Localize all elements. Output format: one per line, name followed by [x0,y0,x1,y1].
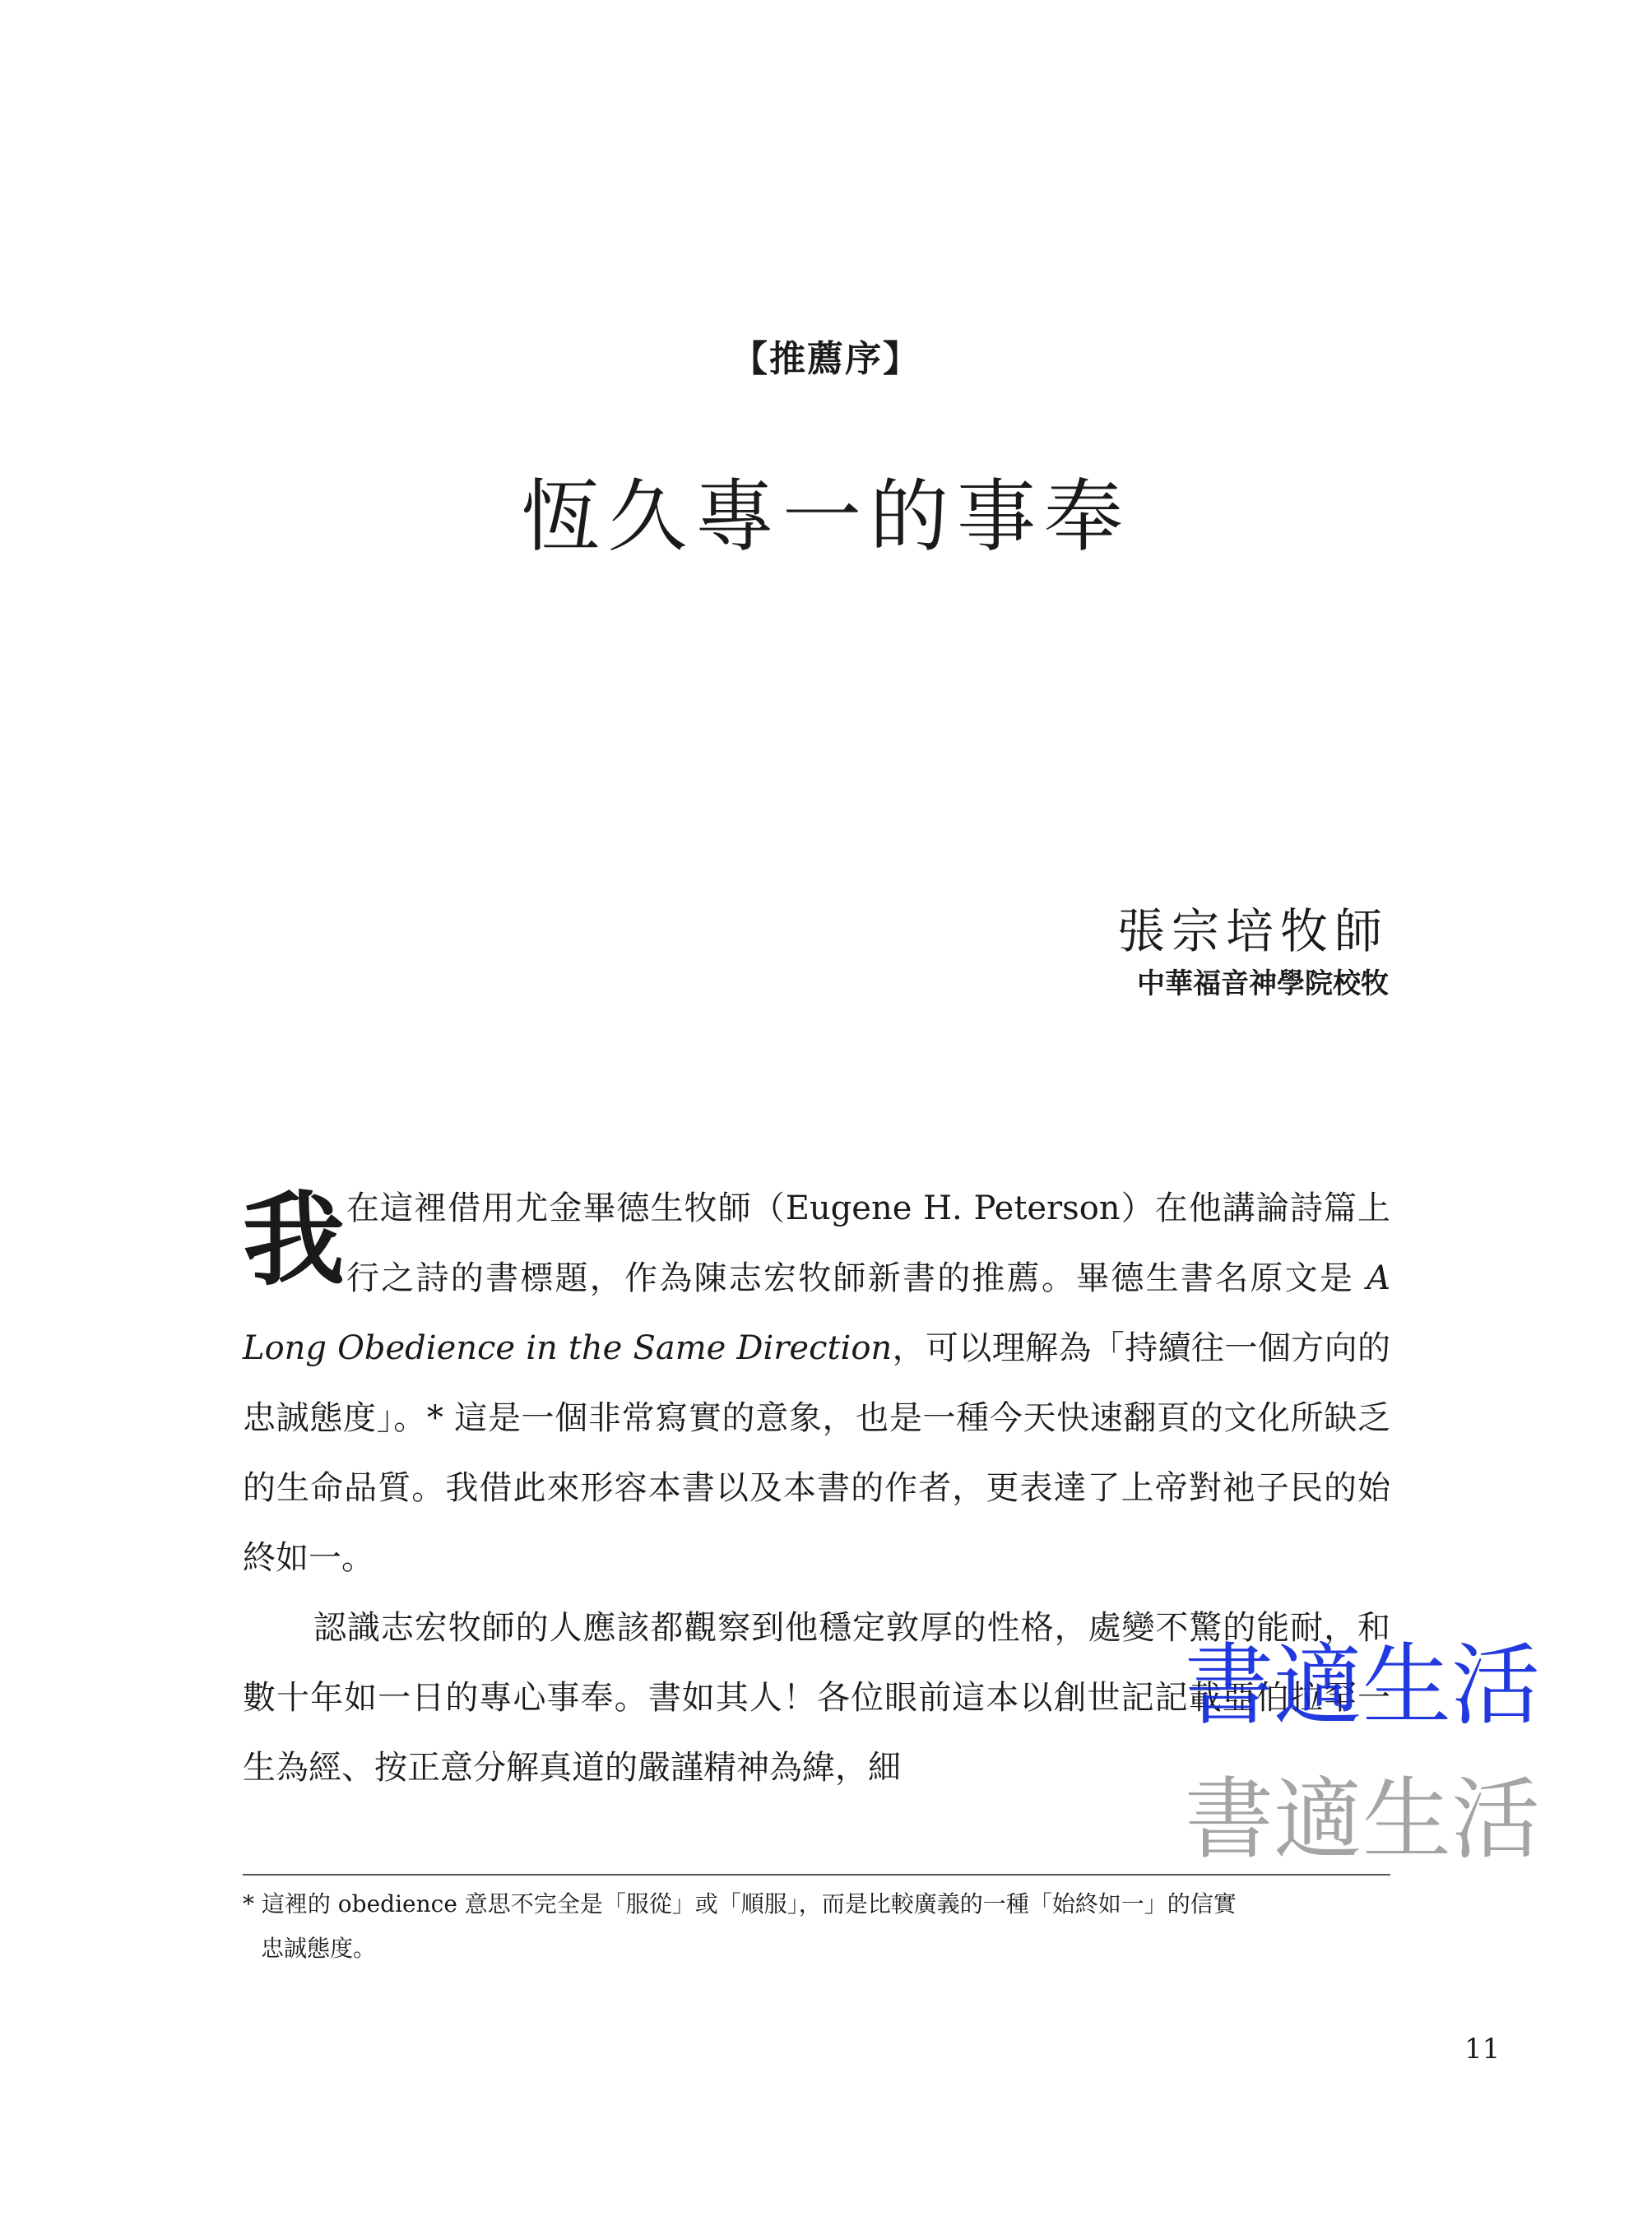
footnote-divider [243,1874,1390,1876]
footnote-line-2: 忠誠態度。 [261,1935,377,1962]
author-affiliation: 中華福音神學院校牧 [1137,967,1389,1000]
paragraph-2: 認識志宏牧師的人應該都觀察到他穩定敦厚的性格，處變不驚的能耐，和數十年如一日的專心事奉。書如其人！各位眼前這本以創世記記載亞伯拉罕一生為經、按正意分解真道的嚴謹精神為緯，細 [243,1609,1390,1787]
book-title-italic: A Long Obedience in the Same Direction [243,1259,1390,1367]
paragraph-1 [243,1174,1390,1593]
page-number: 11 [1464,2033,1501,2066]
footnote [243,1882,1390,1971]
page-title: 恆久專一的事奉 [521,471,1131,563]
watermark-gray: 書適生活 [1185,1769,1541,1871]
paragraph-1-text-a: 在這裡借用尤金畢德生牧師（Eugene H. Peterson）在他講論詩篇上行之詩的書標題，作為陳志宏牧師新書的推薦。畢德生書名原文是 [346,1189,1390,1297]
section-label: 【推薦序】 [731,338,921,380]
drop-cap: 我 [243,1180,346,1300]
author-name: 張宗培牧師 [1116,903,1389,959]
paragraph-1-text-b: ，可以理解為「持續往一個方向的忠誠態度」。* 這是一個非常寫實的意象，也是一種今天快速翻頁的文化所缺乏的生命品質。我借此來形容本書以及本書的作者，更表達了上帝對祂子民的始終如一。 [243,1329,1390,1577]
watermark-blue: 書適生活 [1185,1635,1541,1737]
footnote-line-1: * 這裡的 obedience 意思不完全是「服從」或「順服」，而是比較廣義的一種「始終如一」的信實 [243,1890,1237,1917]
